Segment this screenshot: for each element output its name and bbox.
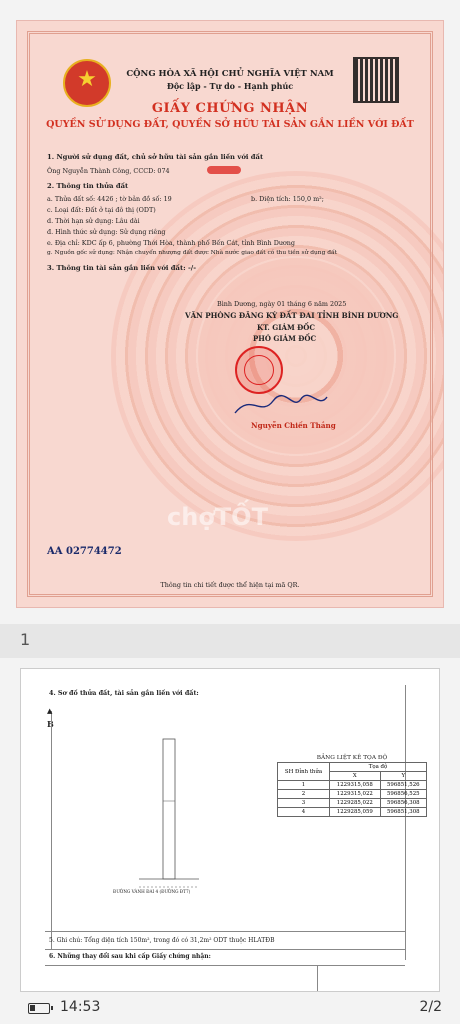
section-1-heading: 1. Người sử dụng đất, chủ sở hữu tài sản gắn liền với đất bbox=[47, 153, 264, 161]
owner-line: Ông Nguyễn Thành Công, CCCD: 074 bbox=[47, 167, 170, 175]
issuing-office: VĂN PHÒNG ĐĂNG KÝ ĐẤT ĐAI TỈNH BÌNH DƯƠNG bbox=[185, 311, 399, 320]
col-x-header: X bbox=[330, 772, 381, 781]
plot-sketch bbox=[139, 729, 199, 899]
section-3-heading: 3. Thông tin tài sản gắn liền với đất: -/- bbox=[47, 264, 197, 272]
coordinate-table bbox=[277, 762, 427, 817]
address-line: e. Địa chỉ: KDC ấp 6, phường Thới Hòa, thành phố Bến Cát, tỉnh Bình Dương bbox=[47, 239, 295, 247]
official-seal-icon bbox=[235, 346, 283, 394]
origin-line: g. Nguồn gốc sử dụng: Nhận chuyển nhượng đất được Nhà nước giao đất có thu tiền sử dụng đất bbox=[47, 250, 337, 256]
section-divider bbox=[45, 965, 405, 966]
motto-header: Độc lập - Tự do - Hạnh phúc bbox=[166, 81, 294, 91]
certificate-title: GIẤY CHỨNG NHẬN bbox=[151, 101, 309, 116]
chotot-watermark: chợTỐT bbox=[167, 503, 268, 531]
plot-area-line: b. Diện tích: 150,0 m²; bbox=[251, 195, 324, 203]
serial-number: AA 02774472 bbox=[47, 546, 122, 557]
table-row: 3 1229285,022 596856,308 bbox=[278, 799, 427, 808]
usage-form-line: đ. Hình thức sử dụng: Sử dụng riêng bbox=[47, 228, 166, 236]
section-6-heading: 6. Những thay đổi sau khi cấp Giấy chứng nhận: bbox=[49, 953, 211, 960]
table-row: 1 1229315,058 596851,526 bbox=[278, 781, 427, 790]
section-divider bbox=[45, 931, 405, 932]
col-coord-header: Tọa độ bbox=[330, 763, 427, 772]
national-emblem-icon: ★ bbox=[63, 59, 111, 107]
kt-director: KT. GIÁM ĐỐC bbox=[257, 323, 315, 332]
col-point-header: SH Đỉnh thửa bbox=[278, 763, 330, 781]
qr-code-icon bbox=[353, 57, 399, 103]
plot-number-line: a. Thửa đất số: 4426 ; tờ bản đồ số: 19 bbox=[47, 195, 172, 203]
north-axis-line bbox=[51, 711, 52, 949]
land-type-line: c. Loại đất: Đất ở tại đô thị (ODT) bbox=[47, 206, 156, 214]
table-row: 2 1229315,022 596856,525 bbox=[278, 790, 427, 799]
battery-icon bbox=[28, 1003, 50, 1014]
section-5-note: 5. Ghi chú: Tổng diện tích 150m², trong đó có 31,2m² ODT thuộc HLATĐB bbox=[49, 937, 275, 944]
issue-date: Bình Dương, ngày 01 tháng 6 năm 2025 bbox=[217, 300, 347, 308]
certificate-subtitle: QUYỀN SỬ DỤNG ĐẤT, QUYỀN SỞ HỮU TÀI SẢN GẮN LIỀN VỚI ĐẤT bbox=[46, 119, 414, 130]
section-2-heading: 2. Thông tin thửa đất bbox=[47, 182, 129, 190]
signature-icon bbox=[231, 391, 331, 419]
table-row: 4 1229285,059 596851,308 bbox=[278, 808, 427, 817]
north-label: B bbox=[47, 719, 54, 729]
certificate-page-1 bbox=[16, 20, 444, 608]
viewer-status-bar bbox=[0, 996, 460, 1024]
road-label: ĐƯỜNG VÀNH ĐAI 4 (ĐƯỜNG ĐT7) bbox=[113, 889, 191, 894]
north-arrow-icon: ▲ bbox=[47, 707, 53, 715]
qr-footer-note: Thông tin chi tiết được thể hiện tại mã QR. bbox=[160, 581, 300, 589]
clock-text: 14:53 bbox=[60, 999, 101, 1015]
coordinate-table-title: BẢNG LIỆT KÊ TỌA ĐỘ bbox=[316, 755, 388, 761]
table-column-line bbox=[317, 965, 318, 992]
col-y-header: Y bbox=[380, 772, 426, 781]
page-number-label: 1 bbox=[20, 630, 31, 649]
signer-name: Nguyễn Chiến Thắng bbox=[251, 421, 336, 430]
redacted-mark bbox=[207, 166, 241, 174]
section-divider bbox=[45, 949, 405, 950]
right-margin-line bbox=[405, 685, 406, 960]
certificate-page-2 bbox=[20, 668, 440, 992]
section-4-heading: 4. Sơ đồ thửa đất, tài sản gắn liền với đất: bbox=[49, 689, 199, 697]
deputy-director: PHÓ GIÁM ĐỐC bbox=[253, 334, 317, 343]
usage-term-line: d. Thời hạn sử dụng: Lâu dài bbox=[47, 217, 140, 225]
page-separator bbox=[0, 624, 460, 658]
country-header: CỘNG HÒA XÃ HỘI CHỦ NGHĨA VIỆT NAM bbox=[126, 69, 334, 79]
page-counter: 2/2 bbox=[419, 999, 442, 1015]
